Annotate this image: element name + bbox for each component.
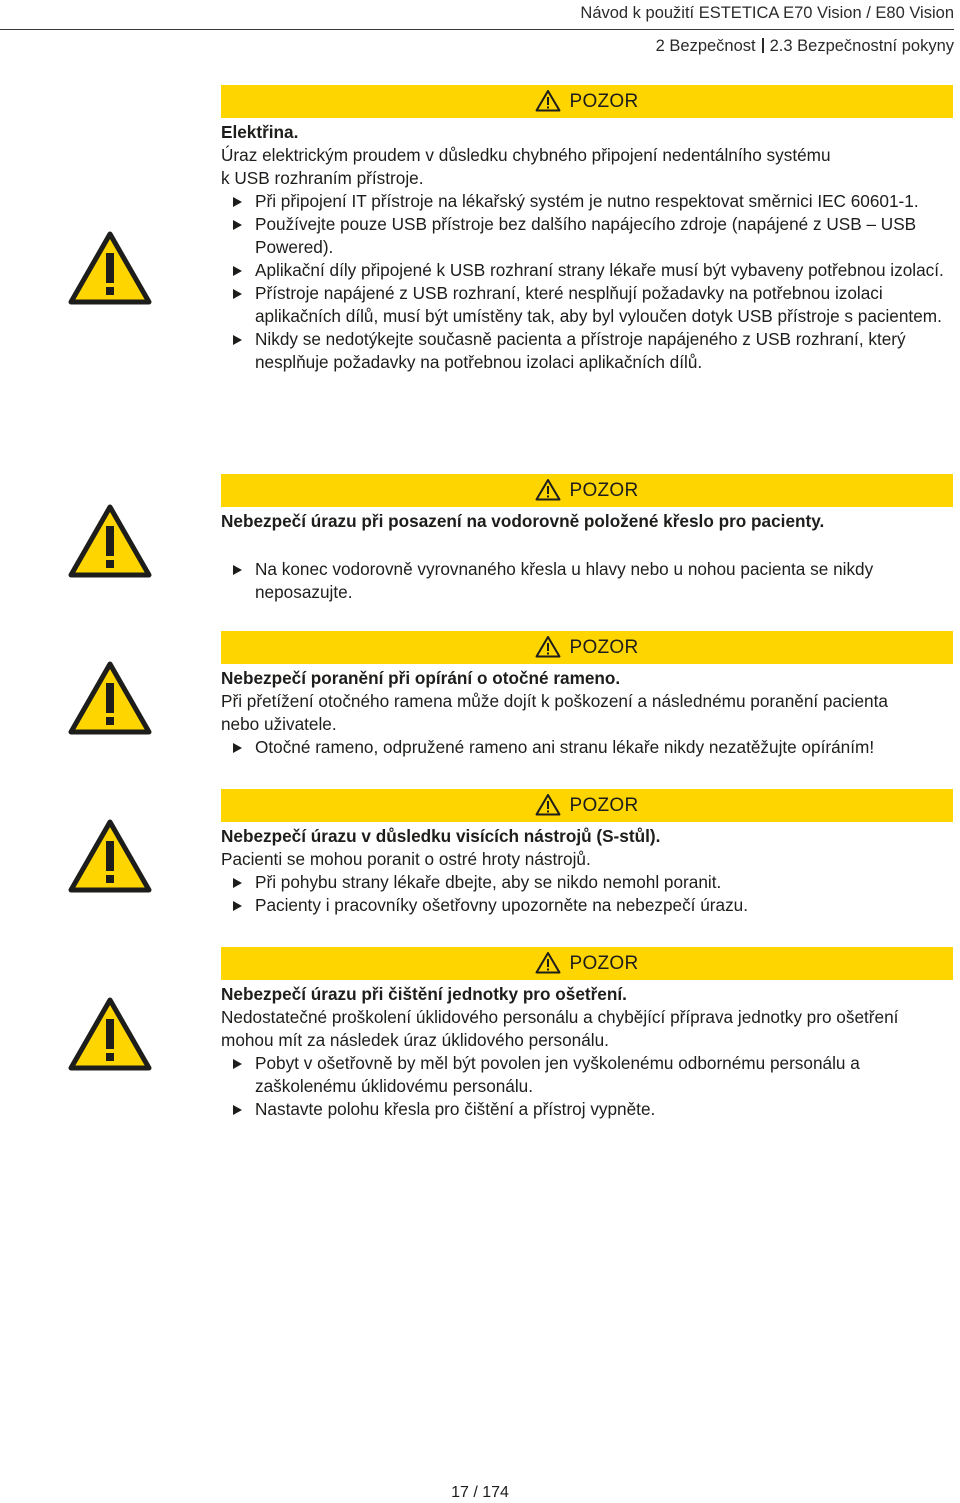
warning-label: POZOR <box>569 636 639 658</box>
warning-small-icon <box>535 478 561 501</box>
warning-bar <box>221 474 953 507</box>
breadcrumb-chapter: 2 Bezpečnost <box>655 37 756 55</box>
warning-text: Při přetížení otočného ramena může dojít k poškození a následnému poranění pacienta nebo uživatele. <box>221 691 888 734</box>
warning-bar <box>221 631 953 664</box>
warning-bar <box>221 85 953 118</box>
bullet-item: Na konec vodorovně vyrovnaného křesla u hlavy nebo u nohou pacienta se nikdy neposazujte. <box>221 558 952 604</box>
bullet-item: Používejte pouze USB přístroje bez dalšího napájecího zdroje (napájené z USB – USB Powered). <box>221 213 952 259</box>
warning-bar <box>221 789 953 822</box>
warning-label: POZOR <box>569 90 639 112</box>
warning-triangle-icon <box>68 819 152 893</box>
warning-body <box>221 121 952 374</box>
warning-triangle-icon <box>68 504 152 578</box>
bullet-item: Nikdy se nedotýkejte současně pacienta a přístroje napájeného z USB rozhraní, který nesplňuje požadavky na potřebnou izolaci aplikačních dílů. <box>221 328 952 374</box>
header-divider <box>0 29 954 30</box>
warning-small-icon <box>535 89 561 112</box>
bullet-item: Pobyt v ošetřovně by měl být povolen jen vyškolenému odbornému personálu a zaškolenému úklidovému personálu. <box>221 1052 952 1098</box>
warning-small-icon <box>535 951 561 974</box>
warning-headline: Nebezpečí úrazu v důsledku visících nástrojů (S-stůl). <box>221 826 661 846</box>
warning-headline: Nebezpečí úrazu při čištění jednotky pro ošetření. <box>221 984 627 1004</box>
breadcrumb-separator <box>762 38 764 53</box>
warning-body <box>221 510 952 604</box>
document-title: Návod k použití ESTETICA E70 Vision / E80 Vision <box>580 4 954 22</box>
warning-triangle-icon <box>68 661 152 735</box>
warning-headline: Elektřina. <box>221 122 299 142</box>
bullet-item: Aplikační díly připojené k USB rozhraní strany lékaře musí být vybaveny potřebnou izolací. <box>221 259 952 282</box>
bullet-arrow-icon <box>233 266 242 276</box>
breadcrumb-section: 2.3 Bezpečnostní pokyny <box>769 37 954 55</box>
spacer <box>221 533 952 558</box>
warning-body <box>221 825 952 917</box>
warning-triangle-icon <box>68 231 152 305</box>
warning-text: Nedostatečné proškolení úklidového personálu a chybějící příprava jednotky pro ošetření mohou mít za následek úraz úklidového personálu. <box>221 1007 899 1050</box>
warning-small-icon <box>535 793 561 816</box>
bullet-arrow-icon <box>233 565 242 575</box>
warning-headline: Nebezpečí úrazu při posazení na vodorovně položené křeslo pro pacienty. <box>221 511 825 531</box>
breadcrumb <box>656 37 954 56</box>
bullet-arrow-icon <box>233 335 242 345</box>
bullet-arrow-icon <box>233 289 242 299</box>
warning-label: POZOR <box>569 794 639 816</box>
bullet-arrow-icon <box>233 220 242 230</box>
warning-label: POZOR <box>569 479 639 501</box>
warning-label: POZOR <box>569 952 639 974</box>
warning-text: Úraz elektrickým proudem v důsledku chybného připojení nedentálního systému k USB rozhraním přístroje. <box>221 145 831 188</box>
bullet-arrow-icon <box>233 901 242 911</box>
bullet-arrow-icon <box>233 743 242 753</box>
warning-triangle-icon <box>68 997 152 1071</box>
warning-small-icon <box>535 635 561 658</box>
bullet-item: Pacienty i pracovníky ošetřovny upozorněte na nebezpečí úrazu. <box>221 894 952 917</box>
bullet-item: Přístroje napájené z USB rozhraní, které nesplňují požadavky na potřebnou izolaci aplikačních dílů, musí být umístěny tak, aby byl vyloučen dotyk USB přístroje s pacientem. <box>221 282 952 328</box>
bullet-arrow-icon <box>233 878 242 888</box>
bullet-arrow-icon <box>233 1059 242 1069</box>
warning-bar <box>221 947 953 980</box>
bullet-item: Otočné rameno, odpružené rameno ani stranu lékaře nikdy nezatěžujte opíráním! <box>221 736 952 759</box>
bullet-item: Při připojení IT přístroje na lékařský systém je nutno respektovat směrnici IEC 60601-1. <box>221 190 952 213</box>
bullet-arrow-icon <box>233 1105 242 1115</box>
bullet-item: Nastavte polohu křesla pro čištění a přístroj vypněte. <box>221 1098 952 1121</box>
warning-body <box>221 667 952 759</box>
page-number: 17 / 174 <box>451 1484 509 1501</box>
bullet-item: Při pohybu strany lékaře dbejte, aby se nikdo nemohl poranit. <box>221 871 952 894</box>
warning-headline: Nebezpečí poranění při opírání o otočné rameno. <box>221 668 621 688</box>
warning-text: Pacienti se mohou poranit o ostré hroty nástrojů. <box>221 849 591 869</box>
warning-body <box>221 983 952 1121</box>
bullet-arrow-icon <box>233 197 242 207</box>
